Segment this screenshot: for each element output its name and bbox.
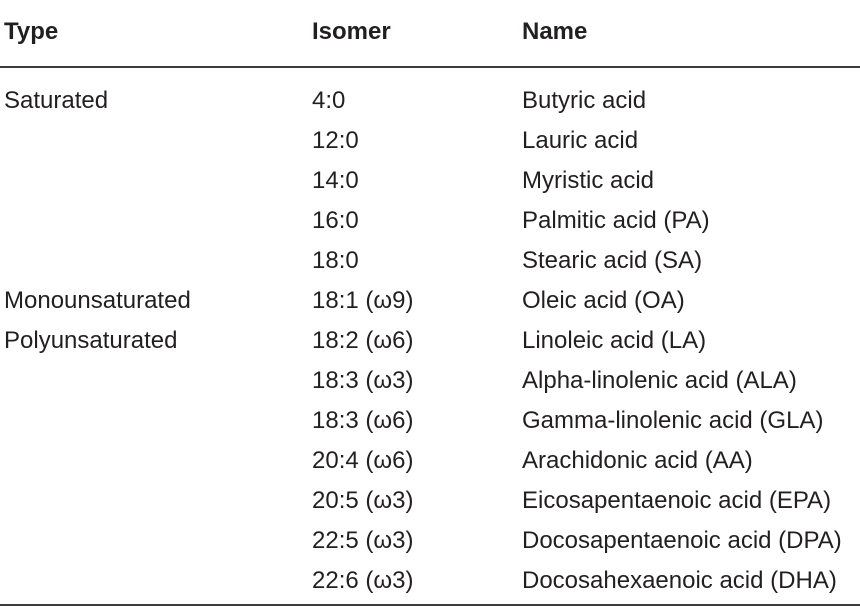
cell-name: Eicosapentaenoic acid (EPA) <box>522 487 832 514</box>
cell-isomer: 20:4 (ω6) <box>312 447 414 474</box>
table-bottom-rule <box>0 604 860 606</box>
cell-name: Stearic acid (SA) <box>522 247 703 274</box>
cell-name: Arachidonic acid (AA) <box>522 447 753 474</box>
table-row <box>0 366 860 406</box>
table-row <box>0 166 860 206</box>
table-header-row <box>0 0 860 66</box>
cell-name: Linoleic acid (LA) <box>522 327 707 354</box>
cell-isomer: 22:5 (ω3) <box>312 527 414 554</box>
cell-name: Lauric acid <box>522 127 639 154</box>
table-row <box>0 526 860 566</box>
cell-isomer: 12:0 <box>312 127 359 154</box>
cell-name: Butyric acid <box>522 87 647 114</box>
cell-isomer: 18:2 (ω6) <box>312 327 414 354</box>
cell-name: Alpha-linolenic acid (ALA) <box>522 367 797 394</box>
table-row <box>0 286 860 326</box>
table-row <box>0 446 860 486</box>
table-row <box>0 566 860 606</box>
table-row <box>0 406 860 446</box>
table-row <box>0 246 860 286</box>
cell-isomer: 18:3 (ω3) <box>312 367 414 394</box>
cell-name: Myristic acid <box>522 167 655 194</box>
cell-isomer: 16:0 <box>312 207 359 234</box>
table-row <box>0 86 860 126</box>
cell-name: Oleic acid (OA) <box>522 287 685 314</box>
cell-isomer: 4:0 <box>312 87 346 114</box>
cell-isomer: 18:0 <box>312 247 359 274</box>
table-row <box>0 126 860 166</box>
header-isomer: Isomer <box>312 18 391 45</box>
cell-type: Saturated <box>4 87 109 114</box>
table-row <box>0 486 860 526</box>
cell-isomer: 18:3 (ω6) <box>312 407 414 434</box>
table-row <box>0 206 860 246</box>
cell-isomer: 22:6 (ω3) <box>312 567 414 594</box>
cell-name: Palmitic acid (PA) <box>522 207 710 234</box>
cell-isomer: 14:0 <box>312 167 359 194</box>
header-type: Type <box>4 18 59 45</box>
cell-name: Docosahexaenoic acid (DHA) <box>522 567 837 594</box>
cell-type: Monounsaturated <box>4 287 191 314</box>
header-name: Name <box>522 18 588 45</box>
table-row <box>0 326 860 366</box>
cell-name: Docosapentaenoic acid (DPA) <box>522 527 842 554</box>
header-divider <box>0 66 860 68</box>
cell-isomer: 18:1 (ω9) <box>312 287 414 314</box>
cell-isomer: 20:5 (ω3) <box>312 487 414 514</box>
cell-name: Gamma-linolenic acid (GLA) <box>522 407 824 434</box>
cell-type: Polyunsaturated <box>4 327 178 354</box>
